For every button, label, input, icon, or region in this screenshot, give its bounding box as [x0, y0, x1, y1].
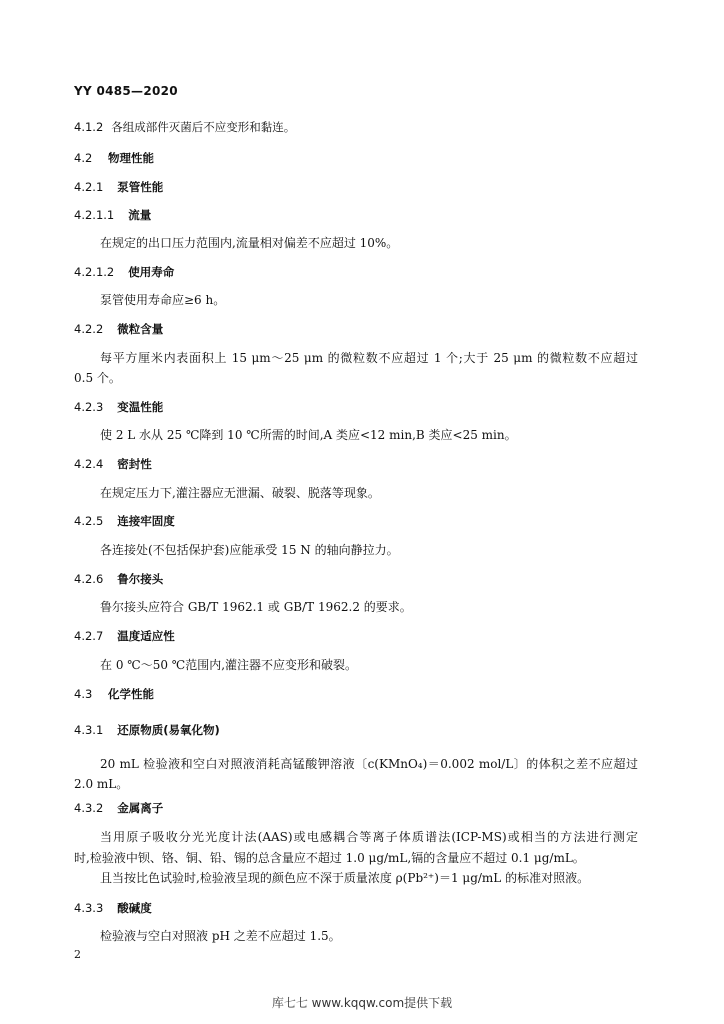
clause-4-2-2-text-line2: 0.5 个。 — [74, 371, 121, 385]
clause-title: 泵管性能 — [117, 180, 164, 194]
clause-number: 4.2.3 — [74, 400, 104, 414]
clause-4-3-2-text-line3: 且当按比色试验时,检验液呈现的颜色应不深于质量浓度 ρ(Pb²⁺)＝1 μg/mL 的标准对照液。 — [100, 871, 590, 885]
clause-title: 流量 — [128, 208, 152, 222]
clause-4-2-3-heading — [74, 399, 163, 415]
clause-4-2-6-heading — [74, 571, 163, 587]
clause-number: 4.2.7 — [74, 629, 104, 643]
clause-4-2-4-heading — [74, 456, 152, 472]
clause-title: 化学性能 — [108, 687, 154, 701]
clause-number: 4.1.2 — [74, 120, 104, 134]
clause-4-2-7-text: 在 0 ℃～50 ℃范围内,灌注器不应变形和破裂。 — [100, 658, 358, 672]
clause-4-3-1-text-line1: 20 mL 检验液和空白对照液消耗高锰酸钾溶液〔c(KMnO₄)＝0.002 mol/L〕的体积之差不应超过 — [100, 757, 638, 771]
clause-number: 4.3 — [74, 687, 93, 701]
clause-4-3-1-text-line2: 2.0 mL。 — [74, 777, 129, 791]
clause-number: 4.2.1 — [74, 180, 104, 194]
clause-4-2-1-2-text: 泵管使用寿命应≥6 h。 — [100, 293, 226, 307]
clause-4-3-heading — [74, 686, 154, 702]
clause-title: 连接牢固度 — [117, 514, 175, 528]
clause-title: 鲁尔接头 — [117, 572, 164, 586]
clause-number: 4.2.1.1 — [74, 208, 115, 222]
page-number: 2 — [74, 948, 81, 961]
clause-4-2-6-text: 鲁尔接头应符合 GB/T 1962.1 或 GB/T 1962.2 的要求。 — [100, 600, 412, 614]
clause-4-1-2 — [74, 119, 295, 135]
clause-title: 金属离子 — [117, 801, 164, 815]
clause-4-2-2-text-line1: 每平方厘米内表面积上 15 μm～25 μm 的微粒数不应超过 1 个;大于 25 μm 的微粒数不应超过 — [100, 351, 638, 365]
clause-4-3-1-heading — [74, 722, 220, 738]
clause-number: 4.2.4 — [74, 457, 104, 471]
clause-number: 4.2.2 — [74, 322, 104, 336]
clause-number: 4.2.5 — [74, 514, 104, 528]
clause-title: 使用寿命 — [128, 265, 175, 279]
download-watermark-footer: 库七七 www.kqqw.com提供下载 — [271, 996, 453, 1010]
clause-4-2-4-text: 在规定压力下,灌注器应无泄漏、破裂、脱落等现象。 — [100, 486, 380, 500]
clause-title: 温度适应性 — [117, 629, 175, 643]
clause-number: 4.2 — [74, 151, 93, 165]
clause-text: 各组成部件灭菌后不应变形和黏连。 — [111, 120, 296, 134]
clause-4-2-3-text: 使 2 L 水从 25 ℃降到 10 ℃所需的时间,A 类应<12 min,B 类应<25 min。 — [100, 428, 517, 442]
clause-4-2-5-text: 各连接处(不包括保护套)应能承受 15 N 的轴向静拉力。 — [100, 543, 399, 557]
clause-title: 还原物质(易氧化物) — [117, 723, 220, 737]
clause-title: 变温性能 — [117, 400, 164, 414]
clause-title: 物理性能 — [108, 151, 154, 165]
clause-title: 酸碱度 — [117, 901, 152, 915]
clause-title: 密封性 — [117, 457, 152, 471]
clause-4-2-2-heading — [74, 321, 163, 337]
clause-number: 4.2.6 — [74, 572, 104, 586]
clause-4-2-1-1-text: 在规定的出口压力范围内,流量相对偏差不应超过 10%。 — [100, 236, 399, 250]
clause-4-2-7-heading — [74, 628, 175, 644]
clause-number: 4.3.2 — [74, 801, 104, 815]
clause-title: 微粒含量 — [117, 322, 164, 336]
clause-4-3-2-text-line1: 当用原子吸收分光光度计法(AAS)或电感耦合等离子体质谱法(ICP-MS)或相当的方法进行测定 — [100, 830, 638, 844]
clause-number: 4.3.1 — [74, 723, 104, 737]
clause-4-2-5-heading — [74, 513, 175, 529]
clause-4-2-1-2-heading — [74, 264, 174, 280]
clause-4-3-2-heading — [74, 800, 163, 816]
clause-4-3-3-text: 检验液与空白对照液 pH 之差不应超过 1.5。 — [100, 929, 341, 943]
standard-code: YY 0485—2020 — [74, 84, 178, 98]
clause-4-2-heading — [74, 150, 154, 166]
clause-4-2-1-heading — [74, 179, 163, 195]
clause-4-3-2-text-line2: 时,检验液中钡、铬、铜、铅、锡的总含量应不超过 1.0 μg/mL,镉的含量应不超过 0.1 μg/mL。 — [74, 851, 585, 865]
clause-number: 4.2.1.2 — [74, 265, 115, 279]
clause-number: 4.3.3 — [74, 901, 104, 915]
clause-4-2-1-1-heading — [74, 207, 151, 223]
clause-4-3-3-heading — [74, 900, 152, 916]
